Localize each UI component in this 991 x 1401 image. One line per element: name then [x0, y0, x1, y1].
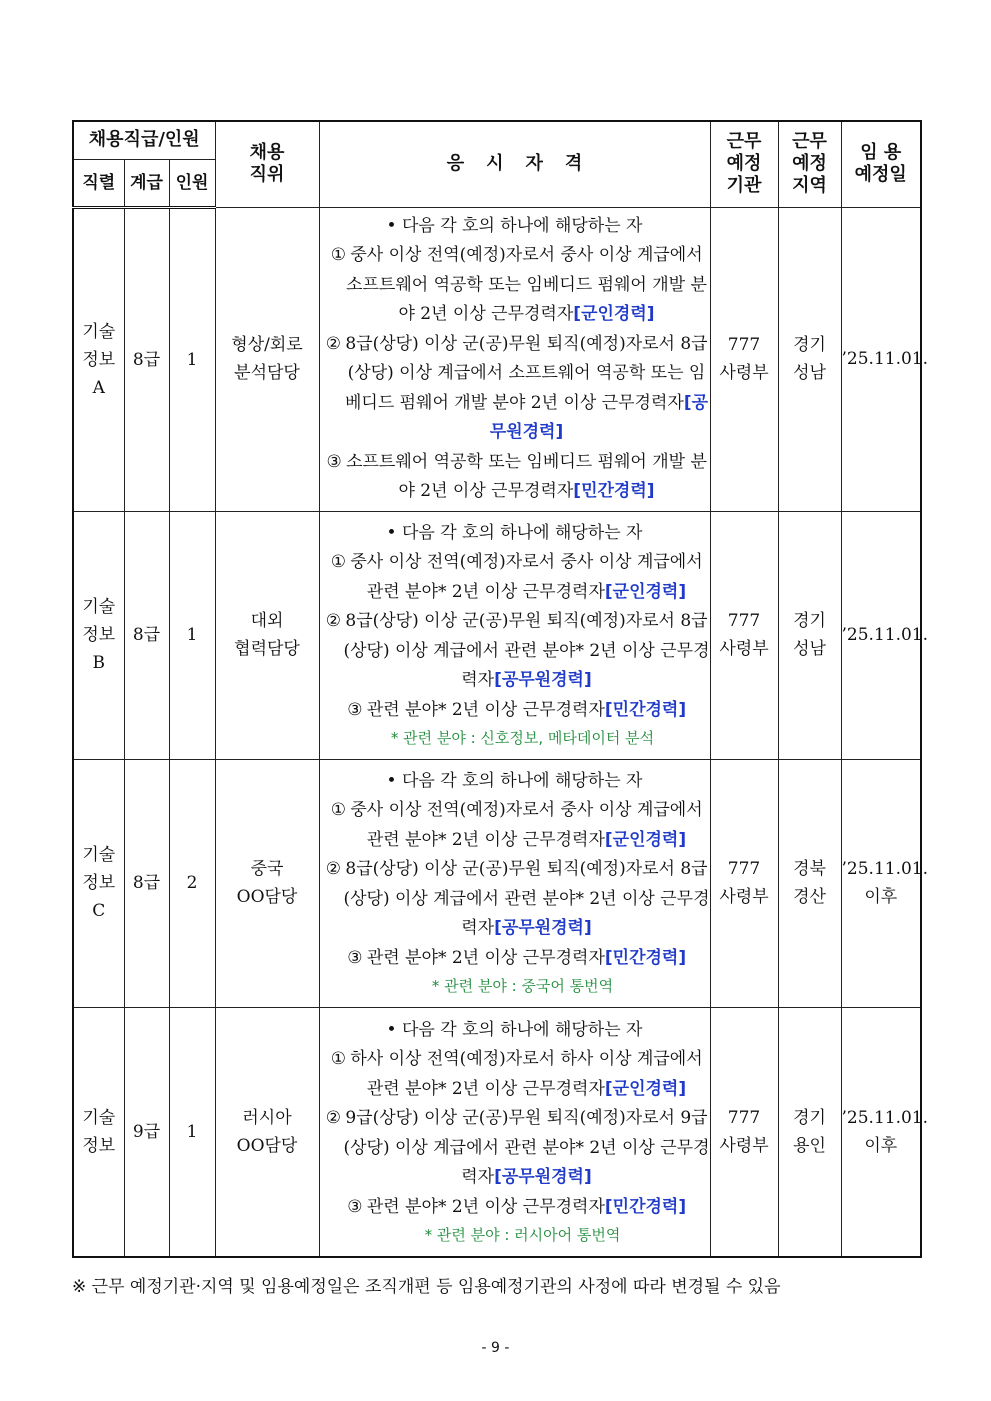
- qualification-intro: • 다음 각 호의 하나에 해당하는 자: [386, 215, 643, 236]
- career-tag: [민간경력]: [573, 481, 655, 501]
- item-number: ③: [326, 451, 342, 472]
- header-qualification: 응시자격: [319, 121, 710, 207]
- cell-qualification: [319, 511, 710, 759]
- header-region: 근무 예정 지역: [778, 121, 841, 207]
- career-tag: [민간경력]: [604, 947, 687, 968]
- career-tag: [군인경력]: [604, 829, 687, 850]
- career-tag: [군인경력]: [573, 304, 655, 324]
- cell-grade: 8급: [124, 207, 169, 511]
- recruitment-table: [72, 120, 929, 1258]
- item-text: 중사 이상 전역(예정)자로서 중사 이상 계급에서 관련 분야* 2년 이상 근무경력자: [350, 800, 703, 850]
- career-tag: [군인경력]: [604, 581, 687, 602]
- header-position: 채용 직위: [215, 121, 319, 207]
- cell-qualification: [319, 759, 710, 1007]
- cell-position: 러시아 OO담당: [215, 1007, 319, 1257]
- cell-series: 기술 정보: [73, 1007, 124, 1257]
- cell-count: 1: [169, 1007, 215, 1257]
- cell-series: 기술 정보 B: [73, 511, 124, 759]
- item-number: ③: [347, 947, 363, 968]
- item-number: ①: [330, 1049, 346, 1069]
- item-number: ②: [325, 611, 342, 632]
- table-row: [73, 759, 921, 1007]
- qualification-item: [320, 330, 710, 448]
- item-number: ②: [325, 1108, 342, 1128]
- qualification-intro: • 다음 각 호의 하나에 해당하는 자: [386, 522, 643, 543]
- cell-qualification: [319, 207, 710, 511]
- cell-agency: 777 사령부: [710, 511, 778, 759]
- qualification-item: [320, 241, 710, 330]
- header-date: 임 용 예정일: [841, 121, 921, 207]
- header-grade: 계급: [124, 159, 169, 207]
- cell-position: 형상/회로 분석담당: [215, 207, 319, 511]
- cell-grade: 9급: [124, 1007, 169, 1257]
- qualification-intro: • 다음 각 호의 하나에 해당하는 자: [386, 1019, 643, 1040]
- qualification-item: [320, 944, 710, 974]
- item-number: ②: [325, 859, 342, 880]
- related-field-note: * 관련 분야 : 러시아어 통번역: [424, 1226, 621, 1244]
- qualification-item: [320, 855, 710, 944]
- career-tag: [군인경력]: [604, 1078, 687, 1099]
- qualification-item: [320, 796, 710, 855]
- related-field-note: * 관련 분야 : 신호정보, 메타데이터 분석: [390, 729, 655, 748]
- cell-series: 기술 정보 A: [73, 207, 124, 511]
- qualification-item: [320, 1193, 710, 1223]
- item-text: 관련 분야* 2년 이상 근무경력자: [366, 699, 605, 720]
- cell-date: ’25.11.01.: [841, 207, 921, 511]
- cell-series: 기술 정보 C: [73, 759, 124, 1007]
- cell-agency: 777 사령부: [710, 1007, 778, 1257]
- cell-grade: 8급: [124, 759, 169, 1007]
- cell-count: 1: [169, 207, 215, 511]
- item-number: ①: [330, 800, 346, 821]
- item-number: ③: [347, 699, 363, 720]
- career-tag: [공무원경력]: [489, 392, 709, 442]
- career-tag: [공무원경력]: [494, 918, 592, 939]
- career-tag: [공무원경력]: [494, 1167, 592, 1187]
- header-count: 인원: [169, 159, 215, 207]
- item-text: 8급(상당) 이상 군(공)무원 퇴직(예정)자로서 8급(상당) 이상 계급에서 소프트웨어 역공학 또는 임베디드 펌웨어 개발 분야 2년 이상 근무경력자: [344, 333, 708, 413]
- cell-date: ’25.11.01.: [841, 511, 921, 759]
- qualification-item: [320, 448, 710, 507]
- cell-agency: 777 사령부: [710, 759, 778, 1007]
- cell-date: ’25.11.01. 이후: [841, 1007, 921, 1257]
- cell-count: 1: [169, 511, 215, 759]
- cell-region: 경기 성남: [778, 511, 841, 759]
- item-number: ①: [330, 245, 346, 265]
- header-agency: 근무 예정 기관: [710, 121, 778, 207]
- qualification-item: [320, 1045, 710, 1104]
- item-text: 관련 분야* 2년 이상 근무경력자: [366, 947, 605, 968]
- cell-region: 경북 경산: [778, 759, 841, 1007]
- cell-region: 경기 용인: [778, 1007, 841, 1257]
- cell-position: 중국 OO담당: [215, 759, 319, 1007]
- item-text: 중사 이상 전역(예정)자로서 중사 이상 계급에서 관련 분야* 2년 이상 근무경력자: [350, 552, 703, 602]
- item-number: ①: [330, 552, 346, 573]
- header-series: 직렬: [73, 159, 124, 207]
- item-text: 관련 분야* 2년 이상 근무경력자: [366, 1196, 605, 1217]
- qualification-item: [320, 548, 710, 607]
- cell-qualification: [319, 1007, 710, 1257]
- item-text: 8급(상당) 이상 군(공)무원 퇴직(예정)자로서 8급(상당) 이상 계급에서 관련 분야* 2년 이상 근무경력자: [343, 611, 710, 691]
- qualification-intro: • 다음 각 호의 하나에 해당하는 자: [386, 770, 643, 791]
- qualification-item: [320, 1104, 710, 1193]
- career-tag: [민간경력]: [604, 699, 687, 720]
- footer-note: ※ 근무 예정기관·지역 및 임용예정일은 조직개편 등 임용예정기관의 사정에 따라 변경될 수 있음: [72, 1277, 781, 1297]
- table-row: [73, 207, 921, 511]
- item-text: 소프트웨어 역공학 또는 임베디드 펌웨어 개발 분야 2년 이상 근무경력자: [346, 451, 707, 501]
- cell-region: 경기 성남: [778, 207, 841, 511]
- cell-grade: 8급: [124, 511, 169, 759]
- item-text: 8급(상당) 이상 군(공)무원 퇴직(예정)자로서 8급(상당) 이상 계급에서 관련 분야* 2년 이상 근무경력자: [343, 859, 710, 939]
- item-number: ③: [347, 1196, 363, 1217]
- item-text: 9급(상당) 이상 군(공)무원 퇴직(예정)자로서 9급(상당) 이상 계급에서 관련 분야* 2년 이상 근무경력자: [343, 1108, 710, 1187]
- item-text: 하사 이상 전역(예정)자로서 하사 이상 계급에서 관련 분야* 2년 이상 근무경력자: [350, 1049, 703, 1099]
- cell-agency: 777 사령부: [710, 207, 778, 511]
- related-field-note: * 관련 분야 : 중국어 통번역: [431, 977, 614, 996]
- item-number: ②: [325, 333, 342, 354]
- table-row: [73, 511, 921, 759]
- career-tag: [민간경력]: [604, 1196, 687, 1217]
- table-row: [73, 1007, 921, 1257]
- item-text: 중사 이상 전역(예정)자로서 중사 이상 계급에서 소프트웨어 역공학 또는 임베디드 펌웨어 개발 분야 2년 이상 근무경력자: [346, 245, 707, 324]
- qualification-item: [320, 696, 710, 726]
- header-grade-group: 채용직급/인원: [73, 121, 215, 159]
- cell-count: 2: [169, 759, 215, 1007]
- qualification-item: [320, 607, 710, 696]
- cell-date: ’25.11.01. 이후: [841, 759, 921, 1007]
- page-number: - 9 -: [481, 1340, 510, 1356]
- career-tag: [공무원경력]: [494, 670, 592, 691]
- cell-position: 대외 협력담당: [215, 511, 319, 759]
